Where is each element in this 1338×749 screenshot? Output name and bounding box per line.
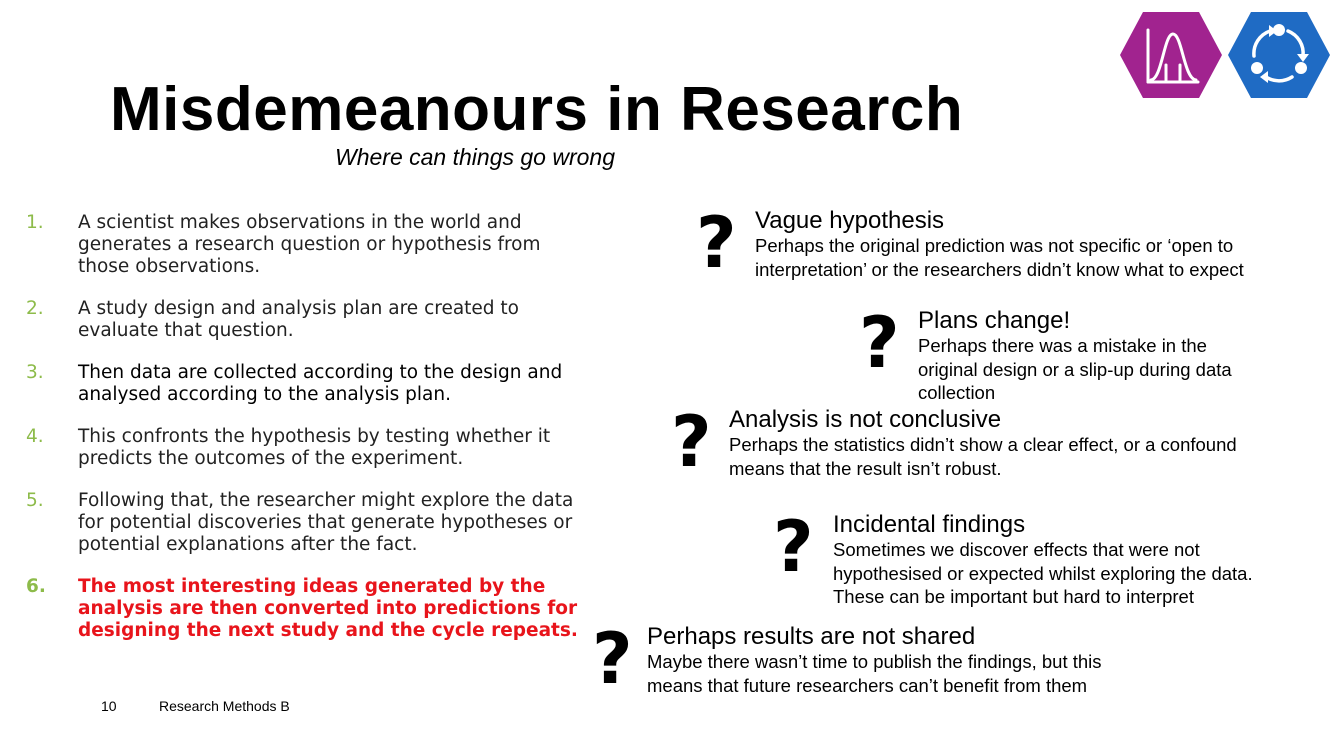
issue-description: Maybe there wasn’t time to publish the findings, but this means that future researchers can’t benefit from them <box>647 651 1102 696</box>
step-number: 5. <box>26 490 44 511</box>
step-item <box>26 212 596 278</box>
research-cycle-steps <box>26 212 596 642</box>
step-item <box>26 362 596 406</box>
issue-heading: Analysis is not conclusive <box>729 406 1002 433</box>
cycle-arrows-icon <box>1226 10 1332 100</box>
issue-description: Perhaps the original prediction was not specific or ‘open to interpretation’ or the researchers didn’t know what to expect <box>755 235 1244 280</box>
step-text: The most interesting ideas generated by the analysis are then converted into predictions for designing the next study and the cycle repeats. <box>78 576 578 641</box>
issue-description: Perhaps there was a mistake in the original design or a slip-up during data collection <box>918 335 1232 403</box>
issue-description: Sometimes we discover effects that were not hypothesised or expected whilst exploring the data. These can be important but hard to interpret <box>833 539 1253 607</box>
course-name: Research Methods B <box>159 698 290 714</box>
step-number: 3. <box>26 362 44 383</box>
question-mark-icon: ? <box>859 302 900 384</box>
issue-heading: Incidental findings <box>833 511 1026 538</box>
step-item <box>26 426 596 470</box>
step-number: 2. <box>26 298 44 319</box>
step-text: Then data are collected according to the design and analysed according to the analysis plan. <box>78 362 563 405</box>
step-number: 6. <box>26 576 46 597</box>
step-number: 1. <box>26 212 44 233</box>
issue-heading: Plans change! <box>918 307 1071 334</box>
question-mark-icon: ? <box>696 202 737 284</box>
step-item <box>26 298 596 342</box>
issue-description: Perhaps the statistics didn’t show a clear effect, or a confound means that the result isn’t robust. <box>729 434 1237 479</box>
step-text: Following that, the researcher might explore the data for potential discoveries that generate hypotheses or potential explanations after the fact. <box>78 490 574 555</box>
step-number: 4. <box>26 426 44 447</box>
page-number: 10 <box>101 698 117 714</box>
question-mark-icon: ? <box>773 506 814 588</box>
question-mark-icon: ? <box>592 618 633 700</box>
issue-heading: Perhaps results are not shared <box>647 623 976 650</box>
issue-heading: Vague hypothesis <box>755 207 945 234</box>
question-mark-icon: ? <box>671 401 712 483</box>
distribution-curve-icon <box>1118 10 1224 100</box>
step-item-highlighted <box>26 576 596 642</box>
slide-title: Misdemeanours in Research <box>110 75 964 144</box>
step-item <box>26 490 596 556</box>
step-text: A scientist makes observations in the world and generates a research question or hypothesis from those observations. <box>78 212 541 277</box>
step-text: A study design and analysis plan are created to evaluate that question. <box>78 298 519 341</box>
slide-subtitle: Where can things go wrong <box>335 144 615 170</box>
step-text: This confronts the hypothesis by testing whether it predicts the outcomes of the experiment. <box>78 426 551 469</box>
